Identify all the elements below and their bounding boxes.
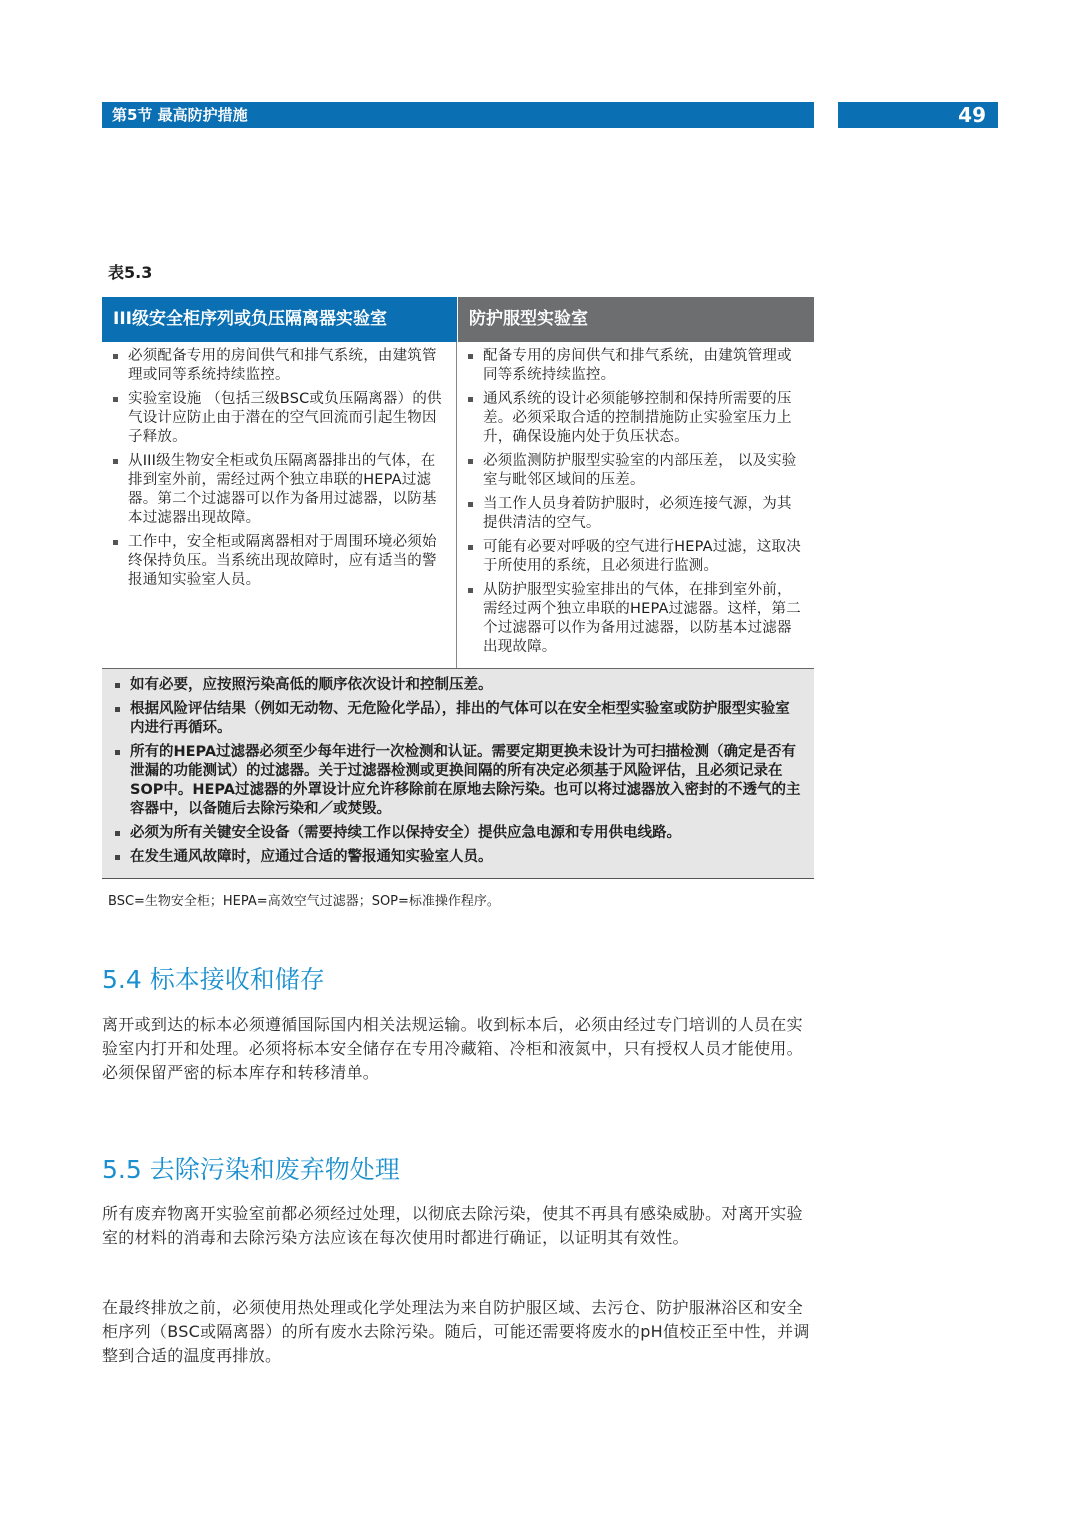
list-item: 必须配备专用的房间供气和排气系统，由建筑管理或同等系统持续监控。 [112,347,448,385]
list-item: 实验室设施 （包括三级BSC或负压隔离器）的供气设计应防止由于潜在的空气回流而引起生物因子释放。 [112,390,448,447]
paragraph: 在最终排放之前，必须使用热处理或化学处理法为来自防护服区域、去污仓、防护服淋浴区和安全柜序列（BSC或隔离器）的所有废水去除污染。随后，可能还需要将废水的pH值校正至中性，并调整到合适的温度再排放。 [102,1298,810,1365]
section-heading-specimen: 5.4 标本接收和储存 [102,965,325,994]
shared-list-item: 如有必要，应按照污染高低的顺序依次设计和控制压差。 [114,676,802,695]
suit-lab-column [457,342,814,668]
shared-list-item: 根据风险评估结果（例如无动物、无危险化学品），排出的气体可以在安全柜型实验室或防护服型实验室内进行再循环。 [114,700,802,738]
list-item: 通风系统的设计必须能够控制和保持所需要的压差。必须采取合适的控制措施防止实验室压力上升，确保设施内处于负压状态。 [467,390,806,447]
shared-list-item: 必须为所有关键安全设备（需要持续工作以保持安全）提供应急电源和专用供电线路。 [114,824,802,843]
table-caption: 表5.3 [108,263,153,282]
list-item: 当工作人员身着防护服时，必须连接气源，为其提供清洁的空气。 [467,495,806,533]
table-body-row [102,342,814,669]
shared-list-item: 所有的HEPA过滤器必须至少每年进行一次检测和认证。需要定期更换未设计为可扫描检测（确定是否有泄漏的功能测试）的过滤器。关于过滤器检测或更换间隔的所有决定必须基于风险评估，且必须记录在SOP中。HEPA过滤器的外罩设计应允许移除前在原地去除污染。也可以将过滤器放入密封的不透气的主容器中，以备随后去除污染和／或焚毁。 [114,743,802,819]
page-number: 49 [838,102,998,128]
list-item: 可能有必要对呼吸的空气进行HEPA过滤，这取决于所使用的系统，且必须进行监测。 [467,538,806,576]
paragraph: 所有废弃物离开实验室前都必须经过处理，以彻底去除污染，使其不再具有感染威胁。对离开实验室的材料的消毒和去除污染方法应该在每次使用时都进行确证，以证明其有效性。 [102,1204,803,1247]
table-header-row [102,297,814,342]
paragraph: 离开或到达的标本必须遵循国际国内相关法规运输。收到标本后，必须由经过专门培训的人员在实验室内打开和处理。必须将标本安全储存在专用冷藏箱、冷柜和液氮中，只有授权人员才能使用。必须保留严密的标本库存和转移清单。 [102,1015,803,1082]
list-item: 必须监测防护服型实验室的内部压差， 以及实验室与毗邻区域间的压差。 [467,452,806,490]
shared-requirements-row [102,669,814,879]
table-footnote: BSC=生物安全柜；HEPA=高效空气过滤器；SOP=标准操作程序。 [108,894,500,909]
table-header-cabinet-lab: III级安全柜序列或负压隔离器实验室 [102,297,457,342]
section-header-bar [102,102,814,128]
shared-list-item: 在发生通风故障时，应通过合适的警报通知实验室人员。 [114,848,802,867]
list-item: 从防护服型实验室排出的气体，在排到室外前，需经过两个独立串联的HEPA过滤器。这样，第二个过滤器可以作为备用过滤器，以防基本过滤器出现故障。 [467,581,806,657]
table-header-suit-lab: 防护服型实验室 [457,297,814,342]
list-item: 配备专用的房间供气和排气系统，由建筑管理或同等系统持续监控。 [467,347,806,385]
section-title: 第5节 最高防护措施 [112,106,248,124]
comparison-table [102,297,814,879]
list-item: 工作中，安全柜或隔离器相对于周围环境必须始终保持负压。当系统出现故障时，应有适当的警报通知实验室人员。 [112,533,448,590]
cabinet-lab-column [102,342,457,668]
list-item: 从III级生物安全柜或负压隔离器排出的气体，在排到室外前，需经过两个独立串联的HEPA过滤器。第二个过滤器可以作为备用过滤器，以防基本过滤器出现故障。 [112,452,448,528]
section-heading-decontamination: 5.5 去除污染和废弃物处理 [102,1155,400,1184]
